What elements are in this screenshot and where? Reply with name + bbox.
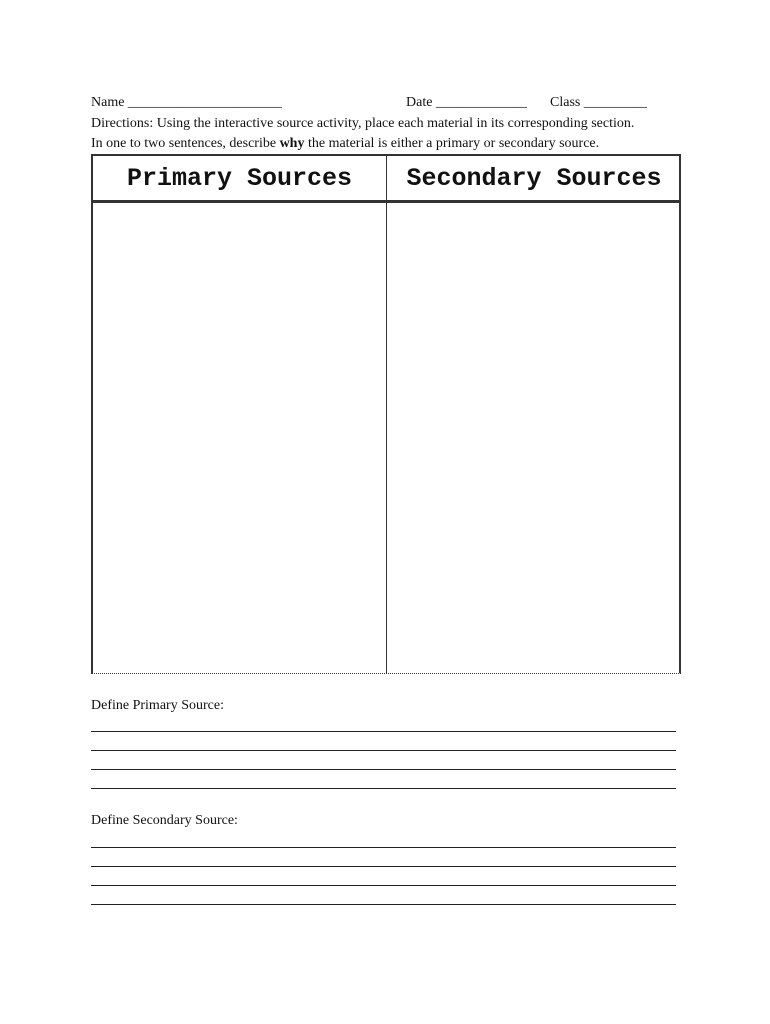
directions-line-2-start: In one to two sentences, describe [91, 136, 280, 151]
directions-line-2-end: the material is either a primary or secondary source. [304, 136, 600, 151]
source-sorting-table [91, 154, 681, 674]
define-secondary-label: Define Secondary Source: [91, 813, 238, 828]
header-row [91, 93, 681, 113]
secondary-answer-line[interactable] [91, 847, 676, 848]
name-field[interactable]: Name ______________________ [91, 95, 282, 110]
secondary-sources-drop-zone[interactable] [387, 204, 681, 672]
directions-line-2 [91, 134, 691, 154]
define-primary-label: Define Primary Source: [91, 698, 224, 713]
class-field[interactable]: Class _________ [550, 95, 647, 110]
directions-why-emphasis: why [279, 136, 305, 151]
primary-sources-heading: Primary Sources [126, 164, 353, 193]
primary-sources-drop-zone[interactable] [93, 204, 386, 672]
secondary-answer-line[interactable] [91, 904, 676, 905]
date-field[interactable]: Date _____________ [406, 95, 527, 110]
directions-line-1: Directions: Using the interactive source activity, place each material in its corresponding section. [91, 116, 635, 131]
secondary-answer-line[interactable] [91, 866, 676, 867]
directions [91, 114, 691, 154]
secondary-sources-heading: Secondary Sources [406, 164, 662, 193]
primary-answer-line[interactable] [91, 731, 676, 732]
primary-answer-line[interactable] [91, 788, 676, 789]
primary-answer-line[interactable] [91, 769, 676, 770]
primary-answer-line[interactable] [91, 750, 676, 751]
secondary-answer-line[interactable] [91, 885, 676, 886]
